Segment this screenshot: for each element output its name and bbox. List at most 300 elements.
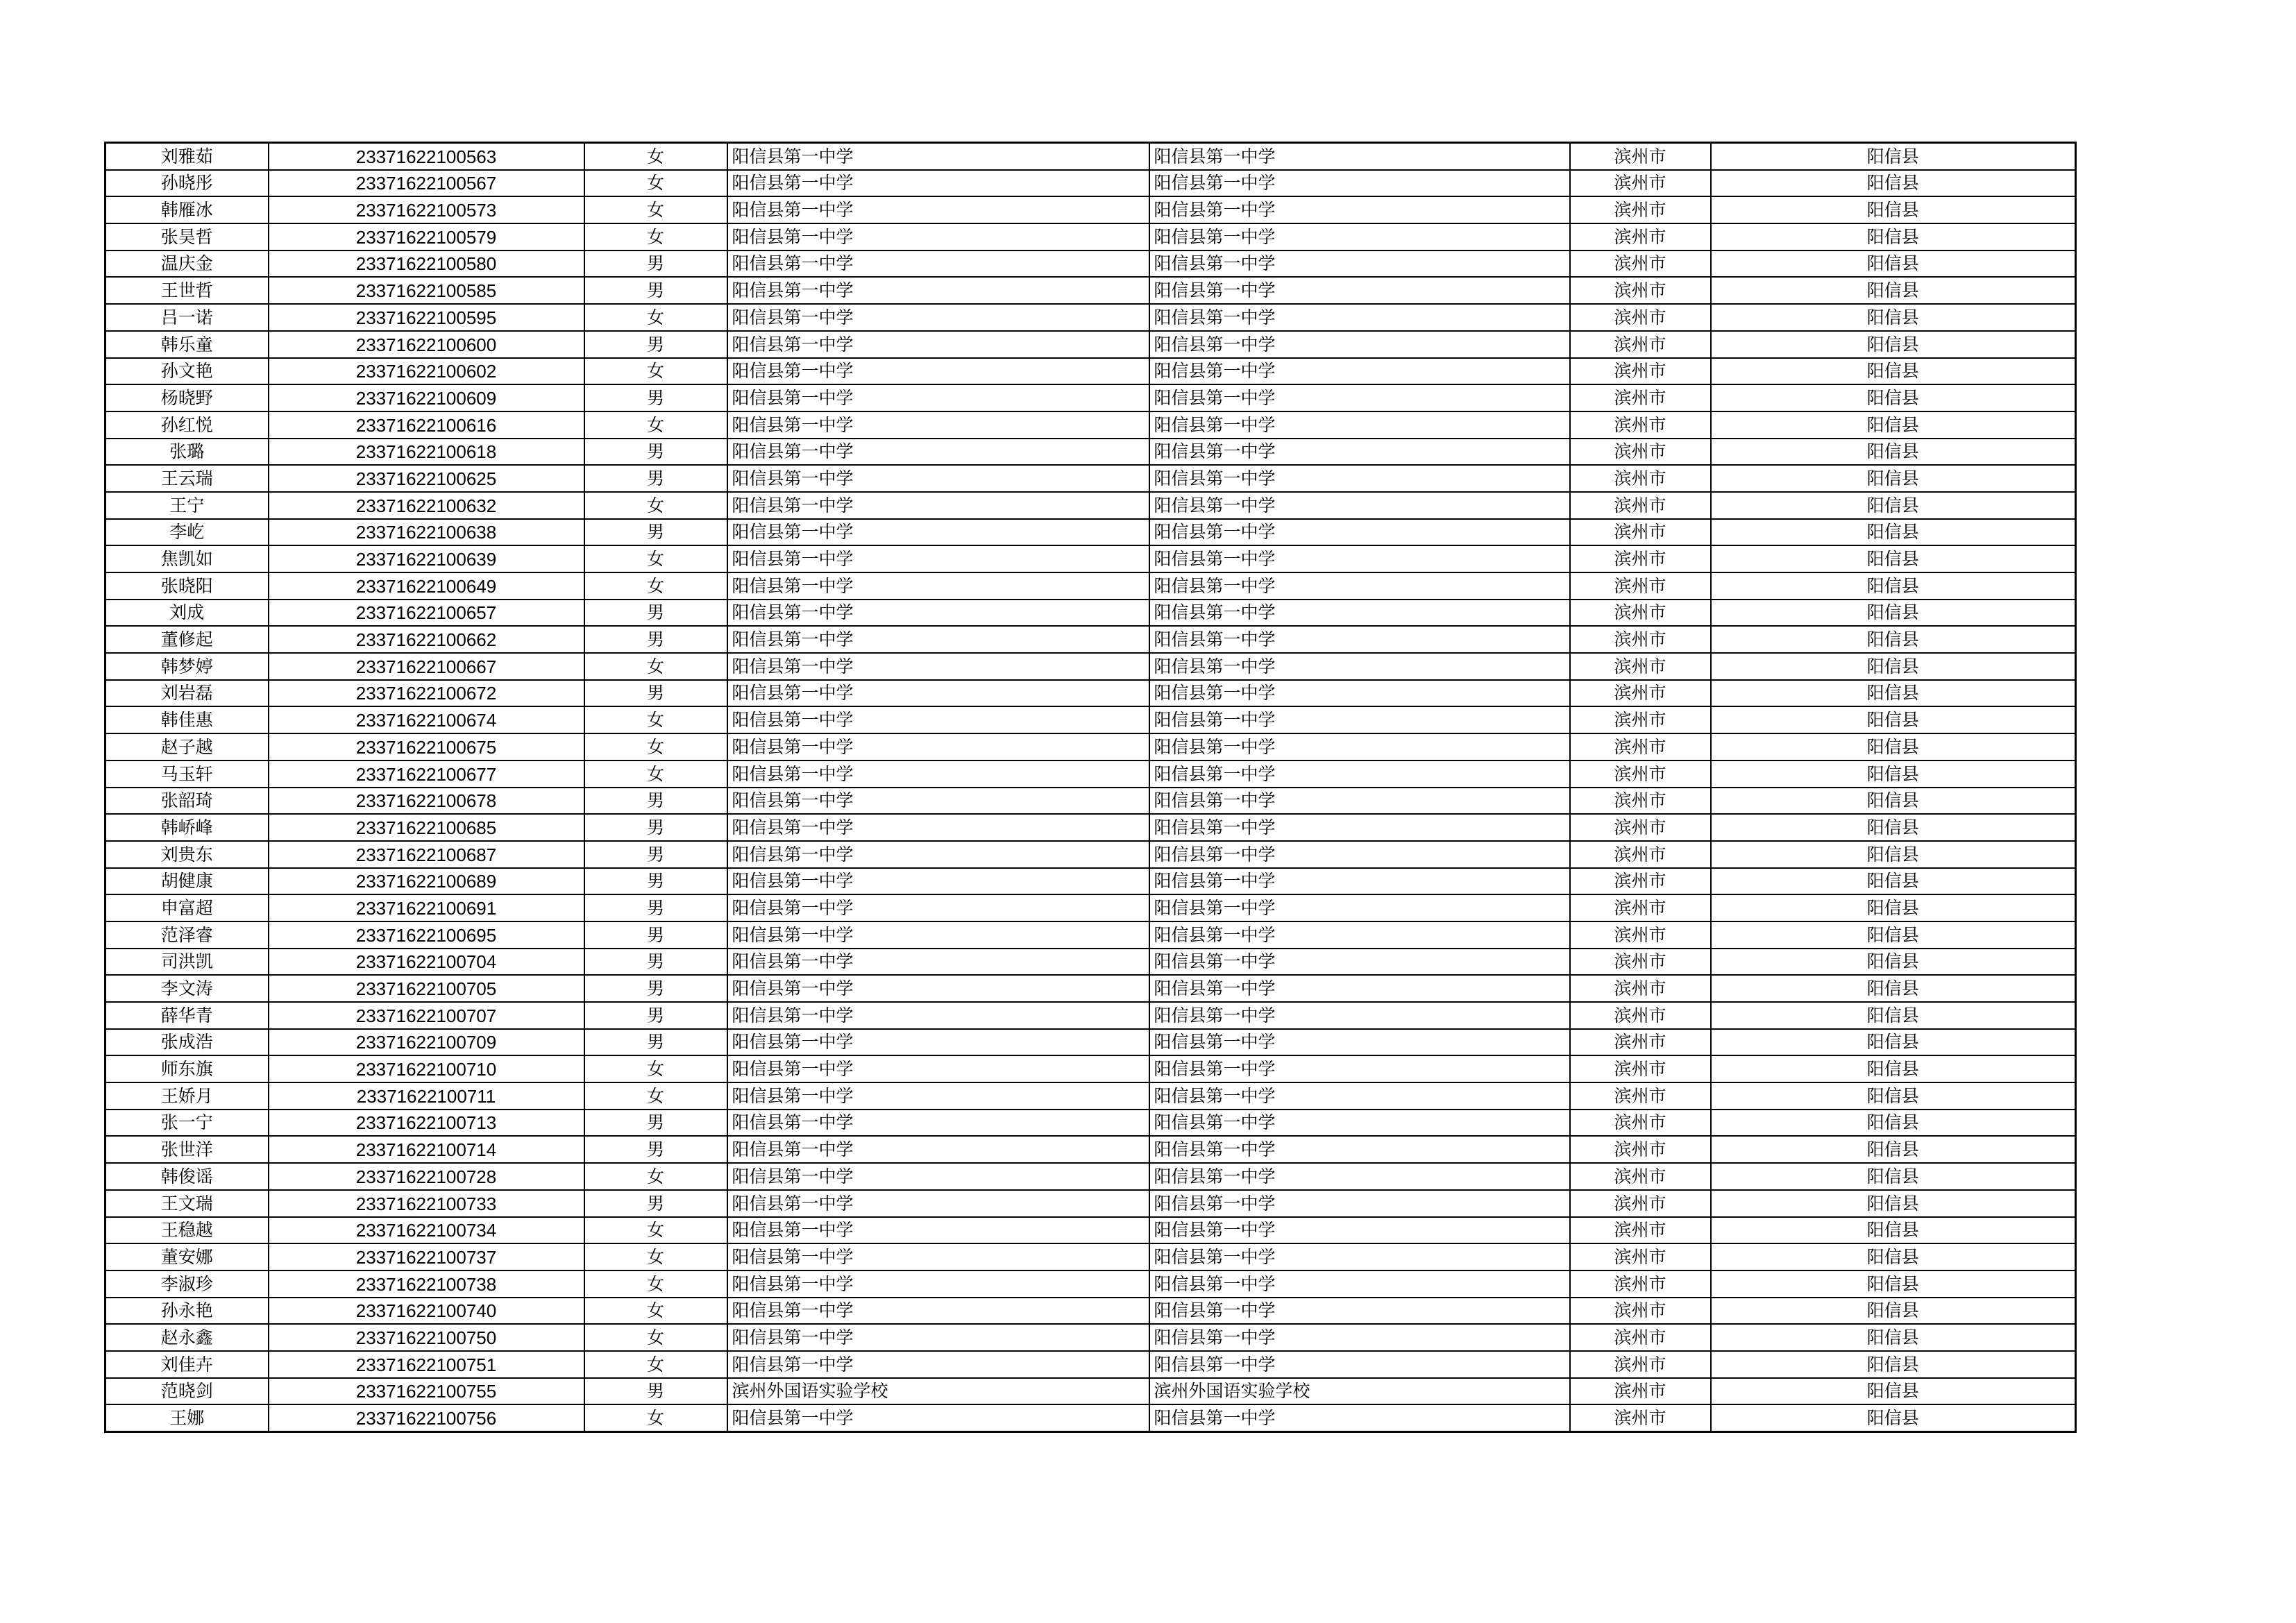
student-name-cell: 杨晓野	[105, 384, 269, 411]
school-cell: 阳信县第一中学	[727, 921, 1149, 949]
table-row	[105, 223, 2076, 250]
student-name-cell: 孙红悦	[105, 411, 269, 439]
exam-number-cell: 23371622100691	[269, 894, 584, 921]
registered-school-cell: 阳信县第一中学	[1149, 1190, 1570, 1217]
student-name-cell: 韩俊谣	[105, 1163, 269, 1190]
student-name-cell: 刘贵东	[105, 841, 269, 868]
student-name-cell: 刘成	[105, 600, 269, 627]
city-cell: 滨州市	[1570, 331, 1711, 358]
city-cell: 滨州市	[1570, 600, 1711, 627]
school-cell: 阳信县第一中学	[727, 788, 1149, 815]
table-row	[105, 143, 2076, 170]
county-cell: 阳信县	[1711, 519, 2076, 546]
student-name-cell: 薛华青	[105, 1002, 269, 1029]
table-row	[105, 1029, 2076, 1056]
city-cell: 滨州市	[1570, 384, 1711, 411]
gender-cell: 女	[584, 760, 727, 788]
table-row	[105, 626, 2076, 653]
city-cell: 滨州市	[1570, 358, 1711, 385]
student-name-cell: 马玉轩	[105, 760, 269, 788]
student-name-cell: 张世洋	[105, 1136, 269, 1163]
table-row	[105, 170, 2076, 197]
city-cell: 滨州市	[1570, 626, 1711, 653]
city-cell: 滨州市	[1570, 733, 1711, 760]
gender-cell: 女	[584, 170, 727, 197]
county-cell: 阳信县	[1711, 760, 2076, 788]
table-row	[105, 1243, 2076, 1271]
city-cell: 滨州市	[1570, 304, 1711, 331]
city-cell: 滨州市	[1570, 1082, 1711, 1110]
student-table	[104, 142, 2077, 1433]
city-cell: 滨州市	[1570, 411, 1711, 439]
table-row	[105, 868, 2076, 895]
student-name-cell: 申富超	[105, 894, 269, 921]
registered-school-cell: 阳信县第一中学	[1149, 949, 1570, 976]
gender-cell: 男	[584, 949, 727, 976]
school-cell: 阳信县第一中学	[727, 304, 1149, 331]
table-row	[105, 653, 2076, 680]
registered-school-cell: 阳信县第一中学	[1149, 894, 1570, 921]
city-cell: 滨州市	[1570, 1190, 1711, 1217]
exam-number-cell: 23371622100710	[269, 1055, 584, 1082]
registered-school-cell: 阳信县第一中学	[1149, 653, 1570, 680]
table-row	[105, 1055, 2076, 1082]
registered-school-cell: 阳信县第一中学	[1149, 492, 1570, 519]
school-cell: 阳信县第一中学	[727, 1029, 1149, 1056]
county-cell: 阳信县	[1711, 304, 2076, 331]
gender-cell: 女	[584, 545, 727, 572]
county-cell: 阳信县	[1711, 1055, 2076, 1082]
exam-number-cell: 23371622100600	[269, 331, 584, 358]
registered-school-cell: 阳信县第一中学	[1149, 868, 1570, 895]
student-name-cell: 董安娜	[105, 1243, 269, 1271]
exam-number-cell: 23371622100675	[269, 733, 584, 760]
student-name-cell: 李屹	[105, 519, 269, 546]
gender-cell: 女	[584, 1324, 727, 1351]
school-cell: 阳信县第一中学	[727, 1404, 1149, 1431]
table-row	[105, 760, 2076, 788]
county-cell: 阳信县	[1711, 814, 2076, 841]
city-cell: 滨州市	[1570, 680, 1711, 707]
gender-cell: 男	[584, 894, 727, 921]
table-row	[105, 492, 2076, 519]
school-cell: 阳信县第一中学	[727, 894, 1149, 921]
city-cell: 滨州市	[1570, 894, 1711, 921]
exam-number-cell: 23371622100563	[269, 143, 584, 170]
registered-school-cell: 阳信县第一中学	[1149, 841, 1570, 868]
table-row	[105, 304, 2076, 331]
gender-cell: 男	[584, 250, 727, 278]
city-cell: 滨州市	[1570, 1298, 1711, 1325]
county-cell: 阳信县	[1711, 1324, 2076, 1351]
school-cell: 阳信县第一中学	[727, 1110, 1149, 1137]
county-cell: 阳信县	[1711, 572, 2076, 600]
exam-number-cell: 23371622100740	[269, 1298, 584, 1325]
student-name-cell: 吕一诺	[105, 304, 269, 331]
county-cell: 阳信县	[1711, 733, 2076, 760]
registered-school-cell: 阳信县第一中学	[1149, 250, 1570, 278]
exam-number-cell: 23371622100625	[269, 465, 584, 492]
school-cell: 阳信县第一中学	[727, 1055, 1149, 1082]
exam-number-cell: 23371622100567	[269, 170, 584, 197]
gender-cell: 男	[584, 1190, 727, 1217]
county-cell: 阳信县	[1711, 223, 2076, 250]
county-cell: 阳信县	[1711, 868, 2076, 895]
school-cell: 阳信县第一中学	[727, 1190, 1149, 1217]
gender-cell: 男	[584, 1110, 727, 1137]
table-row	[105, 1351, 2076, 1378]
gender-cell: 男	[584, 384, 727, 411]
school-cell: 滨州外国语实验学校	[727, 1378, 1149, 1405]
school-cell: 阳信县第一中学	[727, 250, 1149, 278]
county-cell: 阳信县	[1711, 921, 2076, 949]
county-cell: 阳信县	[1711, 545, 2076, 572]
gender-cell: 女	[584, 706, 727, 733]
county-cell: 阳信县	[1711, 1271, 2076, 1298]
county-cell: 阳信县	[1711, 841, 2076, 868]
county-cell: 阳信县	[1711, 1002, 2076, 1029]
registered-school-cell: 阳信县第一中学	[1149, 196, 1570, 223]
county-cell: 阳信县	[1711, 894, 2076, 921]
exam-number-cell: 23371622100687	[269, 841, 584, 868]
table-row	[105, 1271, 2076, 1298]
gender-cell: 女	[584, 1271, 727, 1298]
gender-cell: 男	[584, 277, 727, 304]
school-cell: 阳信县第一中学	[727, 760, 1149, 788]
registered-school-cell: 阳信县第一中学	[1149, 411, 1570, 439]
exam-number-cell: 23371622100709	[269, 1029, 584, 1056]
county-cell: 阳信县	[1711, 1243, 2076, 1271]
gender-cell: 女	[584, 1082, 727, 1110]
exam-number-cell: 23371622100595	[269, 304, 584, 331]
table-row	[105, 814, 2076, 841]
registered-school-cell: 阳信县第一中学	[1149, 760, 1570, 788]
gender-cell: 男	[584, 975, 727, 1002]
registered-school-cell: 阳信县第一中学	[1149, 1136, 1570, 1163]
exam-number-cell: 23371622100662	[269, 626, 584, 653]
table-row	[105, 411, 2076, 439]
registered-school-cell: 阳信县第一中学	[1149, 572, 1570, 600]
city-cell: 滨州市	[1570, 814, 1711, 841]
county-cell: 阳信县	[1711, 788, 2076, 815]
registered-school-cell: 阳信县第一中学	[1149, 1351, 1570, 1378]
registered-school-cell: 阳信县第一中学	[1149, 1002, 1570, 1029]
school-cell: 阳信县第一中学	[727, 1243, 1149, 1271]
exam-number-cell: 23371622100695	[269, 921, 584, 949]
student-name-cell: 师东旗	[105, 1055, 269, 1082]
county-cell: 阳信县	[1711, 358, 2076, 385]
student-name-cell: 韩雁冰	[105, 196, 269, 223]
student-name-cell: 韩乐童	[105, 331, 269, 358]
student-name-cell: 王云瑞	[105, 465, 269, 492]
exam-number-cell: 23371622100674	[269, 706, 584, 733]
exam-number-cell: 23371622100677	[269, 760, 584, 788]
school-cell: 阳信县第一中学	[727, 1324, 1149, 1351]
school-cell: 阳信县第一中学	[727, 358, 1149, 385]
city-cell: 滨州市	[1570, 1002, 1711, 1029]
exam-number-cell: 23371622100689	[269, 868, 584, 895]
student-name-cell: 焦凯如	[105, 545, 269, 572]
gender-cell: 男	[584, 1029, 727, 1056]
school-cell: 阳信县第一中学	[727, 492, 1149, 519]
registered-school-cell: 阳信县第一中学	[1149, 1243, 1570, 1271]
student-name-cell: 张晓阳	[105, 572, 269, 600]
student-name-cell: 王稳越	[105, 1217, 269, 1244]
gender-cell: 男	[584, 841, 727, 868]
county-cell: 阳信县	[1711, 1378, 2076, 1405]
gender-cell: 女	[584, 733, 727, 760]
city-cell: 滨州市	[1570, 1217, 1711, 1244]
registered-school-cell: 阳信县第一中学	[1149, 519, 1570, 546]
exam-number-cell: 23371622100705	[269, 975, 584, 1002]
gender-cell: 女	[584, 653, 727, 680]
county-cell: 阳信县	[1711, 1136, 2076, 1163]
exam-number-cell: 23371622100733	[269, 1190, 584, 1217]
registered-school-cell: 阳信县第一中学	[1149, 465, 1570, 492]
school-cell: 阳信县第一中学	[727, 868, 1149, 895]
registered-school-cell: 阳信县第一中学	[1149, 358, 1570, 385]
exam-number-cell: 23371622100638	[269, 519, 584, 546]
city-cell: 滨州市	[1570, 1271, 1711, 1298]
city-cell: 滨州市	[1570, 1324, 1711, 1351]
county-cell: 阳信县	[1711, 600, 2076, 627]
school-cell: 阳信县第一中学	[727, 223, 1149, 250]
city-cell: 滨州市	[1570, 868, 1711, 895]
county-cell: 阳信县	[1711, 143, 2076, 170]
city-cell: 滨州市	[1570, 841, 1711, 868]
registered-school-cell: 阳信县第一中学	[1149, 680, 1570, 707]
city-cell: 滨州市	[1570, 1110, 1711, 1137]
school-cell: 阳信县第一中学	[727, 653, 1149, 680]
registered-school-cell: 阳信县第一中学	[1149, 626, 1570, 653]
table-row	[105, 841, 2076, 868]
exam-number-cell: 23371622100751	[269, 1351, 584, 1378]
school-cell: 阳信县第一中学	[727, 733, 1149, 760]
city-cell: 滨州市	[1570, 1243, 1711, 1271]
student-name-cell: 温庆金	[105, 250, 269, 278]
gender-cell: 男	[584, 1002, 727, 1029]
registered-school-cell: 阳信县第一中学	[1149, 1298, 1570, 1325]
student-name-cell: 张璐	[105, 439, 269, 466]
registered-school-cell: 阳信县第一中学	[1149, 439, 1570, 466]
registered-school-cell: 阳信县第一中学	[1149, 1110, 1570, 1137]
registered-school-cell: 阳信县第一中学	[1149, 733, 1570, 760]
registered-school-cell: 阳信县第一中学	[1149, 143, 1570, 170]
student-name-cell: 刘岩磊	[105, 680, 269, 707]
county-cell: 阳信县	[1711, 626, 2076, 653]
table-row	[105, 277, 2076, 304]
school-cell: 阳信县第一中学	[727, 519, 1149, 546]
gender-cell: 男	[584, 600, 727, 627]
student-name-cell: 孙晓彤	[105, 170, 269, 197]
table-row	[105, 921, 2076, 949]
school-cell: 阳信县第一中学	[727, 1271, 1149, 1298]
table-row	[105, 1136, 2076, 1163]
registered-school-cell: 阳信县第一中学	[1149, 975, 1570, 1002]
exam-number-cell: 23371622100685	[269, 814, 584, 841]
exam-number-cell: 23371622100714	[269, 1136, 584, 1163]
county-cell: 阳信县	[1711, 196, 2076, 223]
table-row	[105, 1378, 2076, 1405]
county-cell: 阳信县	[1711, 975, 2076, 1002]
school-cell: 阳信县第一中学	[727, 331, 1149, 358]
student-name-cell: 王世哲	[105, 277, 269, 304]
table-row	[105, 196, 2076, 223]
exam-number-cell: 23371622100585	[269, 277, 584, 304]
gender-cell: 女	[584, 572, 727, 600]
table-row	[105, 1404, 2076, 1431]
city-cell: 滨州市	[1570, 545, 1711, 572]
gender-cell: 男	[584, 439, 727, 466]
county-cell: 阳信县	[1711, 465, 2076, 492]
student-name-cell: 张一宁	[105, 1110, 269, 1137]
school-cell: 阳信县第一中学	[727, 1351, 1149, 1378]
exam-number-cell: 23371622100737	[269, 1243, 584, 1271]
county-cell: 阳信县	[1711, 949, 2076, 976]
gender-cell: 女	[584, 1404, 727, 1431]
student-name-cell: 王娜	[105, 1404, 269, 1431]
exam-number-cell: 23371622100711	[269, 1082, 584, 1110]
gender-cell: 男	[584, 1378, 727, 1405]
county-cell: 阳信县	[1711, 653, 2076, 680]
county-cell: 阳信县	[1711, 250, 2076, 278]
school-cell: 阳信县第一中学	[727, 196, 1149, 223]
gender-cell: 女	[584, 1351, 727, 1378]
city-cell: 滨州市	[1570, 439, 1711, 466]
student-name-cell: 董修起	[105, 626, 269, 653]
gender-cell: 男	[584, 680, 727, 707]
table-row	[105, 384, 2076, 411]
registered-school-cell: 阳信县第一中学	[1149, 706, 1570, 733]
table-row	[105, 545, 2076, 572]
student-name-cell: 张成浩	[105, 1029, 269, 1056]
table-row	[105, 1298, 2076, 1325]
table-row	[105, 1002, 2076, 1029]
registered-school-cell: 阳信县第一中学	[1149, 223, 1570, 250]
table-row	[105, 706, 2076, 733]
county-cell: 阳信县	[1711, 277, 2076, 304]
gender-cell: 男	[584, 868, 727, 895]
exam-number-cell: 23371622100728	[269, 1163, 584, 1190]
exam-number-cell: 23371622100580	[269, 250, 584, 278]
county-cell: 阳信县	[1711, 492, 2076, 519]
county-cell: 阳信县	[1711, 1163, 2076, 1190]
county-cell: 阳信县	[1711, 706, 2076, 733]
city-cell: 滨州市	[1570, 921, 1711, 949]
gender-cell: 女	[584, 304, 727, 331]
county-cell: 阳信县	[1711, 1190, 2076, 1217]
table-row	[105, 572, 2076, 600]
exam-number-cell: 23371622100756	[269, 1404, 584, 1431]
table-row	[105, 250, 2076, 278]
gender-cell: 女	[584, 196, 727, 223]
exam-number-cell: 23371622100713	[269, 1110, 584, 1137]
student-name-cell: 张昊哲	[105, 223, 269, 250]
exam-number-cell: 23371622100573	[269, 196, 584, 223]
gender-cell: 女	[584, 143, 727, 170]
table-row	[105, 894, 2076, 921]
city-cell: 滨州市	[1570, 1029, 1711, 1056]
school-cell: 阳信县第一中学	[727, 439, 1149, 466]
student-name-cell: 王娇月	[105, 1082, 269, 1110]
county-cell: 阳信县	[1711, 680, 2076, 707]
student-name-cell: 李淑珍	[105, 1271, 269, 1298]
city-cell: 滨州市	[1570, 949, 1711, 976]
county-cell: 阳信县	[1711, 1029, 2076, 1056]
gender-cell: 女	[584, 1163, 727, 1190]
county-cell: 阳信县	[1711, 170, 2076, 197]
registered-school-cell: 阳信县第一中学	[1149, 1271, 1570, 1298]
county-cell: 阳信县	[1711, 1404, 2076, 1431]
table-row	[105, 358, 2076, 385]
table-row	[105, 1110, 2076, 1137]
student-name-cell: 刘雅茹	[105, 143, 269, 170]
exam-number-cell: 23371622100639	[269, 545, 584, 572]
city-cell: 滨州市	[1570, 1055, 1711, 1082]
registered-school-cell: 阳信县第一中学	[1149, 1029, 1570, 1056]
exam-number-cell: 23371622100609	[269, 384, 584, 411]
school-cell: 阳信县第一中学	[727, 1298, 1149, 1325]
table-row	[105, 788, 2076, 815]
school-cell: 阳信县第一中学	[727, 949, 1149, 976]
city-cell: 滨州市	[1570, 492, 1711, 519]
school-cell: 阳信县第一中学	[727, 143, 1149, 170]
exam-number-cell: 23371622100657	[269, 600, 584, 627]
student-name-cell: 胡健康	[105, 868, 269, 895]
table-row	[105, 439, 2076, 466]
city-cell: 滨州市	[1570, 653, 1711, 680]
gender-cell: 男	[584, 921, 727, 949]
city-cell: 滨州市	[1570, 250, 1711, 278]
registered-school-cell: 阳信县第一中学	[1149, 788, 1570, 815]
city-cell: 滨州市	[1570, 1136, 1711, 1163]
student-name-cell: 王宁	[105, 492, 269, 519]
registered-school-cell: 阳信县第一中学	[1149, 331, 1570, 358]
exam-number-cell: 23371622100704	[269, 949, 584, 976]
student-name-cell: 韩峤峰	[105, 814, 269, 841]
school-cell: 阳信县第一中学	[727, 384, 1149, 411]
gender-cell: 女	[584, 492, 727, 519]
city-cell: 滨州市	[1570, 572, 1711, 600]
exam-number-cell: 23371622100678	[269, 788, 584, 815]
exam-number-cell: 23371622100734	[269, 1217, 584, 1244]
city-cell: 滨州市	[1570, 196, 1711, 223]
table-row	[105, 465, 2076, 492]
student-name-cell: 韩佳惠	[105, 706, 269, 733]
gender-cell: 女	[584, 411, 727, 439]
table-row	[105, 733, 2076, 760]
registered-school-cell: 滨州外国语实验学校	[1149, 1378, 1570, 1405]
exam-number-cell: 23371622100649	[269, 572, 584, 600]
gender-cell: 男	[584, 626, 727, 653]
table-row	[105, 1190, 2076, 1217]
gender-cell: 女	[584, 223, 727, 250]
student-name-cell: 范泽睿	[105, 921, 269, 949]
county-cell: 阳信县	[1711, 1110, 2076, 1137]
city-cell: 滨州市	[1570, 760, 1711, 788]
exam-number-cell: 23371622100602	[269, 358, 584, 385]
city-cell: 滨州市	[1570, 1351, 1711, 1378]
registered-school-cell: 阳信县第一中学	[1149, 170, 1570, 197]
school-cell: 阳信县第一中学	[727, 170, 1149, 197]
exam-number-cell: 23371622100579	[269, 223, 584, 250]
school-cell: 阳信县第一中学	[727, 814, 1149, 841]
school-cell: 阳信县第一中学	[727, 975, 1149, 1002]
gender-cell: 女	[584, 358, 727, 385]
registered-school-cell: 阳信县第一中学	[1149, 814, 1570, 841]
gender-cell: 男	[584, 331, 727, 358]
registered-school-cell: 阳信县第一中学	[1149, 1055, 1570, 1082]
